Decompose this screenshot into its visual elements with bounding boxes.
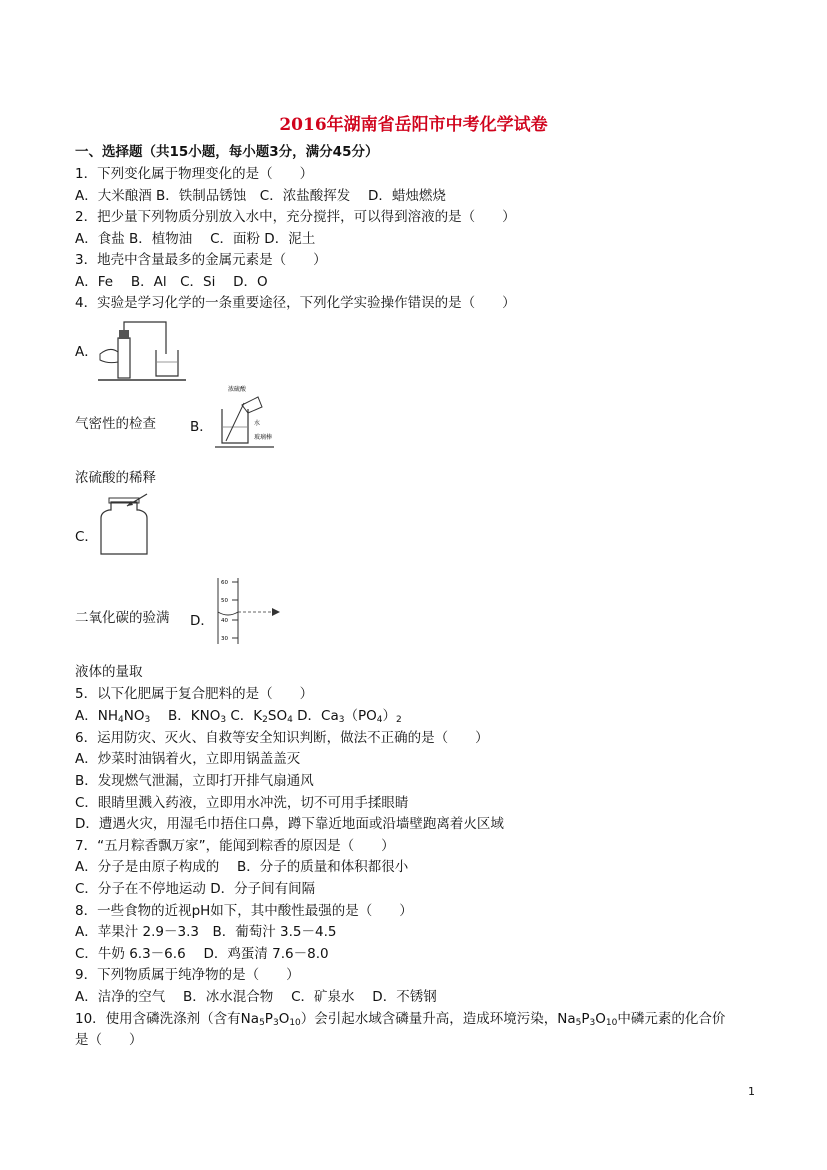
question-8-options-ab: A．苹果汁 2.9－3.3 B．葡萄汁 3.5－4.5	[75, 924, 337, 940]
acid-dilution-figure	[214, 383, 276, 449]
q4-option-c-caption: 二氧化碳的验满	[75, 610, 170, 626]
question-7-options-ab: A．分子是由原子构成的 B．分子的质量和体积都很小	[75, 859, 409, 875]
tick-60: 60	[221, 580, 228, 586]
question-4: 4．实验是学习化学的一条重要途径，下列化学实验操作错误的是（ ）	[75, 295, 516, 311]
question-3-options: A．Fe B．Al C．Si D．O	[75, 274, 268, 290]
question-6-option-a: A．炒菜时油锅着火，立即用锅盖盖灭	[75, 751, 301, 767]
tick-30: 30	[221, 636, 228, 642]
acid-label: 浓硫酸	[228, 386, 247, 393]
tick-50: 50	[221, 598, 228, 604]
question-2: 2．把少量下列物质分别放入水中，充分搅拌，可以得到溶液的是（ ）	[75, 209, 516, 225]
q4-option-d-caption: 液体的量取	[75, 664, 143, 680]
question-6-option-c: C．眼睛里溅入药液，立即用水冲洗，切不可用手揉眼睛	[75, 795, 409, 811]
question-6-option-b: B．发现燃气泄漏，立即打开排气扇通风	[75, 773, 314, 789]
cylinder-reading-figure	[214, 576, 284, 646]
question-9: 9．下列物质属于纯净物的是（ ）	[75, 967, 300, 983]
q4-option-a-caption: 气密性的检查	[75, 416, 156, 432]
question-7-options-cd: C．分子在不停地运动 D．分子间有间隔	[75, 881, 316, 897]
question-10-end: 是（ ）	[75, 1032, 143, 1048]
question-5: 5．以下化肥属于复合肥料的是（ ）	[75, 686, 314, 702]
exam-title: 2016年湖南省岳阳市中考化学试卷	[279, 115, 548, 135]
rod-label: 玻璃棒	[254, 434, 273, 441]
tick-40: 40	[221, 618, 228, 624]
q4-option-b-label: B．	[190, 419, 213, 435]
q4-option-b-caption: 浓硫酸的稀释	[75, 470, 156, 486]
question-8: 8．一些食物的近视pH如下，其中酸性最强的是（ ）	[75, 903, 413, 919]
q4-option-a-label: A．	[75, 344, 98, 360]
question-6-option-d: D．遭遇火灾，用湿毛巾捂住口鼻，蹲下靠近地面或沿墙壁跑离着火区域	[75, 816, 504, 832]
question-7: 7．“五月粽香飘万家”，能闻到粽香的原因是（ ）	[75, 838, 395, 854]
section-heading: 一、选择题（共15小题，每小题3分，满分45分）	[75, 144, 379, 160]
co2-check-figure	[97, 492, 153, 556]
question-5-options: A．$NH_4NO_3$ B．$KNO_3$ C．$K_2SO_4$ D．$Ca_3(PO_4)_2$	[75, 708, 402, 725]
question-8-options-cd: C．牛奶 6.3－6.6 D．鸡蛋清 7.6－8.0	[75, 946, 329, 962]
question-3: 3．地壳中含量最多的金属元素是（ ）	[75, 252, 327, 268]
q4-option-c-label: C．	[75, 529, 98, 545]
water-label: 水	[254, 420, 261, 427]
page-number: 1	[748, 1085, 755, 1098]
question-10: 10．使用含磷洗涤剂（含有$Na_5P_3O_{10}$）会引起水域含磷量升高，造成环境污染，$Na_5P_3O_{10}$中磷元素的化合价	[75, 1011, 726, 1028]
q4-option-d-label: D．	[190, 613, 214, 629]
question-2-options: A．食盐 B．植物油 C．面粉 D．泥土	[75, 231, 316, 247]
question-6: 6．运用防灾、灭火、自救等安全知识判断，做法不正确的是（ ）	[75, 730, 489, 746]
question-1-options: A．大米酿酒 B．铁制品锈蚀 C．浓盐酸挥发 D．蜡烛燃烧	[75, 188, 446, 204]
airtightness-check-figure	[96, 318, 188, 382]
question-1: 1．下列变化属于物理变化的是（ ）	[75, 166, 314, 182]
question-9-options: A．洁净的空气 B．冰水混合物 C．矿泉水 D．不锈钢	[75, 989, 437, 1005]
